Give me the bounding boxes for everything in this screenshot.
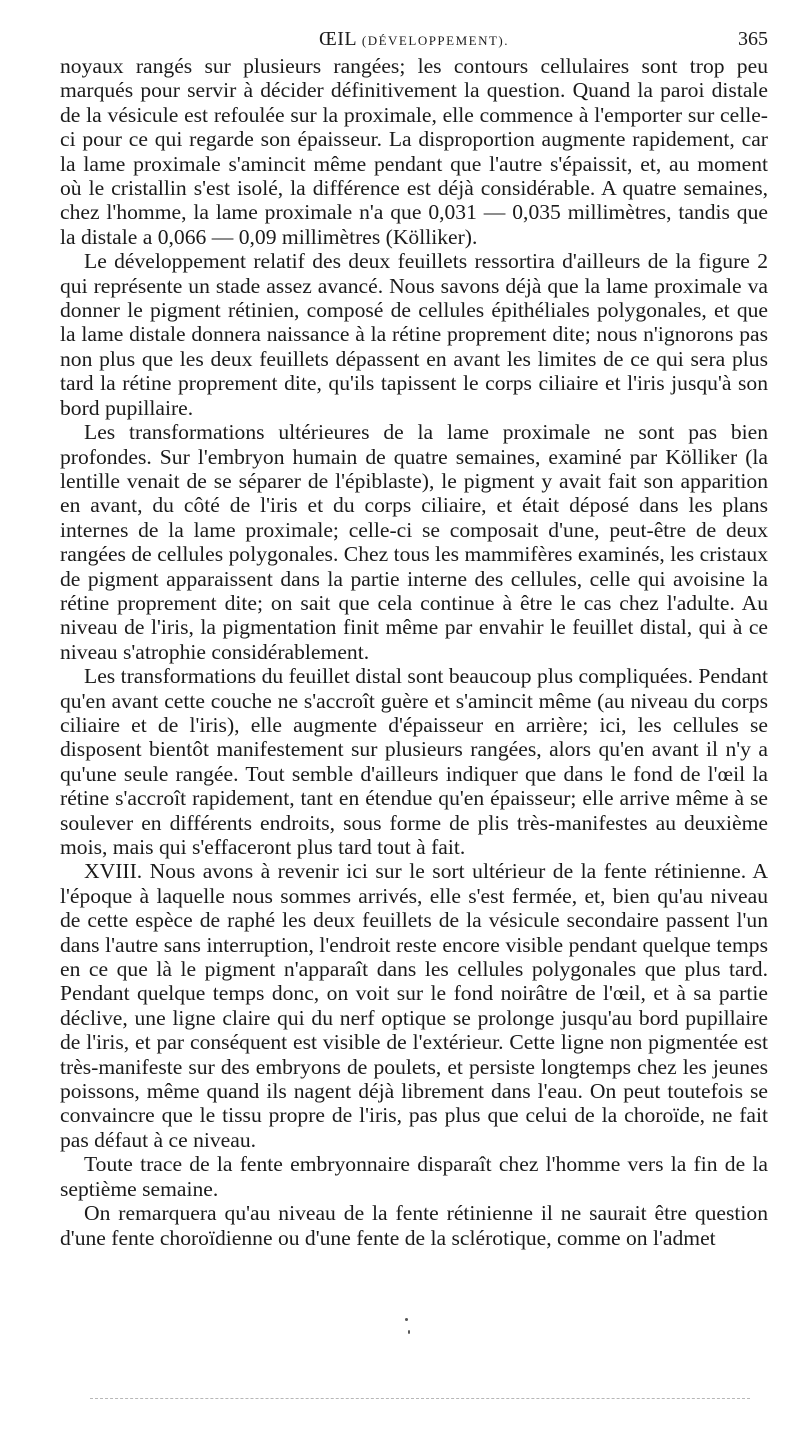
running-title bbox=[60, 28, 768, 51]
print-speck bbox=[405, 1318, 408, 1321]
paragraph: Les transformations ultérieures de la lame proximale ne sont pas bien profondes. Sur l'embryon humain de quatre semaines, examiné par Kölliker (la lentille venait de se séparer de l'épiblaste), le pigment y avait fait son apparition en avant, du côté de l'iris et du corps ciliaire, et était déposé dans les plans internes de la lame proximale; celle-ci se composait d'une, peut-être de deux rangées de cellules polygonales. Chez tous les mammifères examinés, les cristaux de pigment apparaissent dans la partie interne des cellules, celle qui avoisine la rétine proprement dite; on sait que cela continue à être le cas chez l'adulte. Au niveau de l'iris, la pigmentation finit même par envahir le feuillet distal, qui à ce niveau s'atrophie considérablement. bbox=[60, 420, 768, 664]
book-page bbox=[60, 20, 768, 1250]
page-number: 365 bbox=[738, 28, 768, 50]
paragraph: Toute trace de la fente embryonnaire disparaît chez l'homme vers la fin de la septième semaine. bbox=[60, 1152, 768, 1201]
paragraph: Le développement relatif des deux feuillets ressortira d'ailleurs de la figure 2 qui représente un stade assez avancé. Nous savons déjà que la lame proximale va donner le pigment rétinien, composé de cellules épithéliales polygonales, et que la lame distale donnera naissance à la rétine proprement dite; nous n'ignorons pas non plus que les deux feuillets dépassent en avant les limites de ce qui sera plus tard la rétine proprement dite, qu'ils tapissent le corps ciliaire et l'iris jusqu'à son bord pupillaire. bbox=[60, 249, 768, 420]
paragraph-continuation: noyaux rangés sur plusieurs rangées; les contours cellulaires sont trop peu marqués pour servir à décider définitivement la question. Quand la paroi distale de la vésicule est refoulée sur la proximale, elle commence à l'emporter sur celle-ci pour ce qui regarde son épaisseur. La disproportion augmente rapidement, car la lame proximale s'amincit même pendant que l'autre s'épaissit, et, au moment où le cristallin s'est isolé, la différence est déjà considérable. A quatre semaines, chez l'homme, la lame proximale n'a que 0,031 — 0,035 millimètres, tandis que la distale a 0,066 — 0,09 millimètres (Kölliker). bbox=[60, 54, 768, 249]
running-title-main: ŒIL bbox=[318, 28, 357, 50]
bottom-dotted-rule bbox=[90, 1398, 750, 1399]
paragraph: On remarquera qu'au niveau de la fente rétinienne il ne saurait être question d'une fente choroïdienne ou d'une fente de la sclérotique, comme on l'admet bbox=[60, 1201, 768, 1250]
body-text bbox=[60, 54, 768, 1250]
paragraph-section-xviii: XVIII. Nous avons à revenir ici sur le sort ultérieur de la fente rétinienne. A l'époque à laquelle nous sommes arrivés, elle s'est fermée, et, bien qu'au niveau de cette espèce de raphé les deux feuillets de la vésicule secondaire passent l'un dans l'autre sans interruption, l'endroit reste encore visible pendant quelque temps en ce que là le pigment n'apparaît dans les cellules polygonales que plus tard. Pendant quelque temps donc, on voit sur le fond noirâtre de l'œil, et à sa partie déclive, une ligne claire qui du nerf optique se prolonge jusqu'au bord pupillaire de l'iris, et par conséquent est visible de l'extérieur. Cette ligne non pigmentée est très-manifeste sur des embryons de poulets, et persiste longtemps chez les jeunes poissons, même quand ils nagent déjà librement dans l'eau. On peut toutefois se convaincre que le tissu propre de l'iris, pas plus que celui de la choroïde, ne fait pas défaut à ce niveau. bbox=[60, 859, 768, 1152]
print-speck bbox=[408, 1330, 410, 1334]
running-title-sub: (DÉVELOPPEMENT). bbox=[361, 33, 510, 48]
running-head bbox=[60, 20, 768, 54]
paragraph: Les transformations du feuillet distal sont beaucoup plus compliquées. Pendant qu'en avant cette couche ne s'accroît guère et s'amincit même (au niveau du corps ciliaire et de l'iris), elle augmente d'épaisseur en arrière; ici, les cellules se disposent bientôt manifestement sur plusieurs rangées, alors qu'en avant il n'y a qu'une seule rangée. Tout semble d'ailleurs indiquer que dans le fond de l'œil la rétine s'accroît rapidement, tant en étendue qu'en épaisseur; elle arrive même à se soulever en différents endroits, sous forme de plis très-manifestes au deuxième mois, mais qui s'effaceront plus tard tout à fait. bbox=[60, 664, 768, 859]
